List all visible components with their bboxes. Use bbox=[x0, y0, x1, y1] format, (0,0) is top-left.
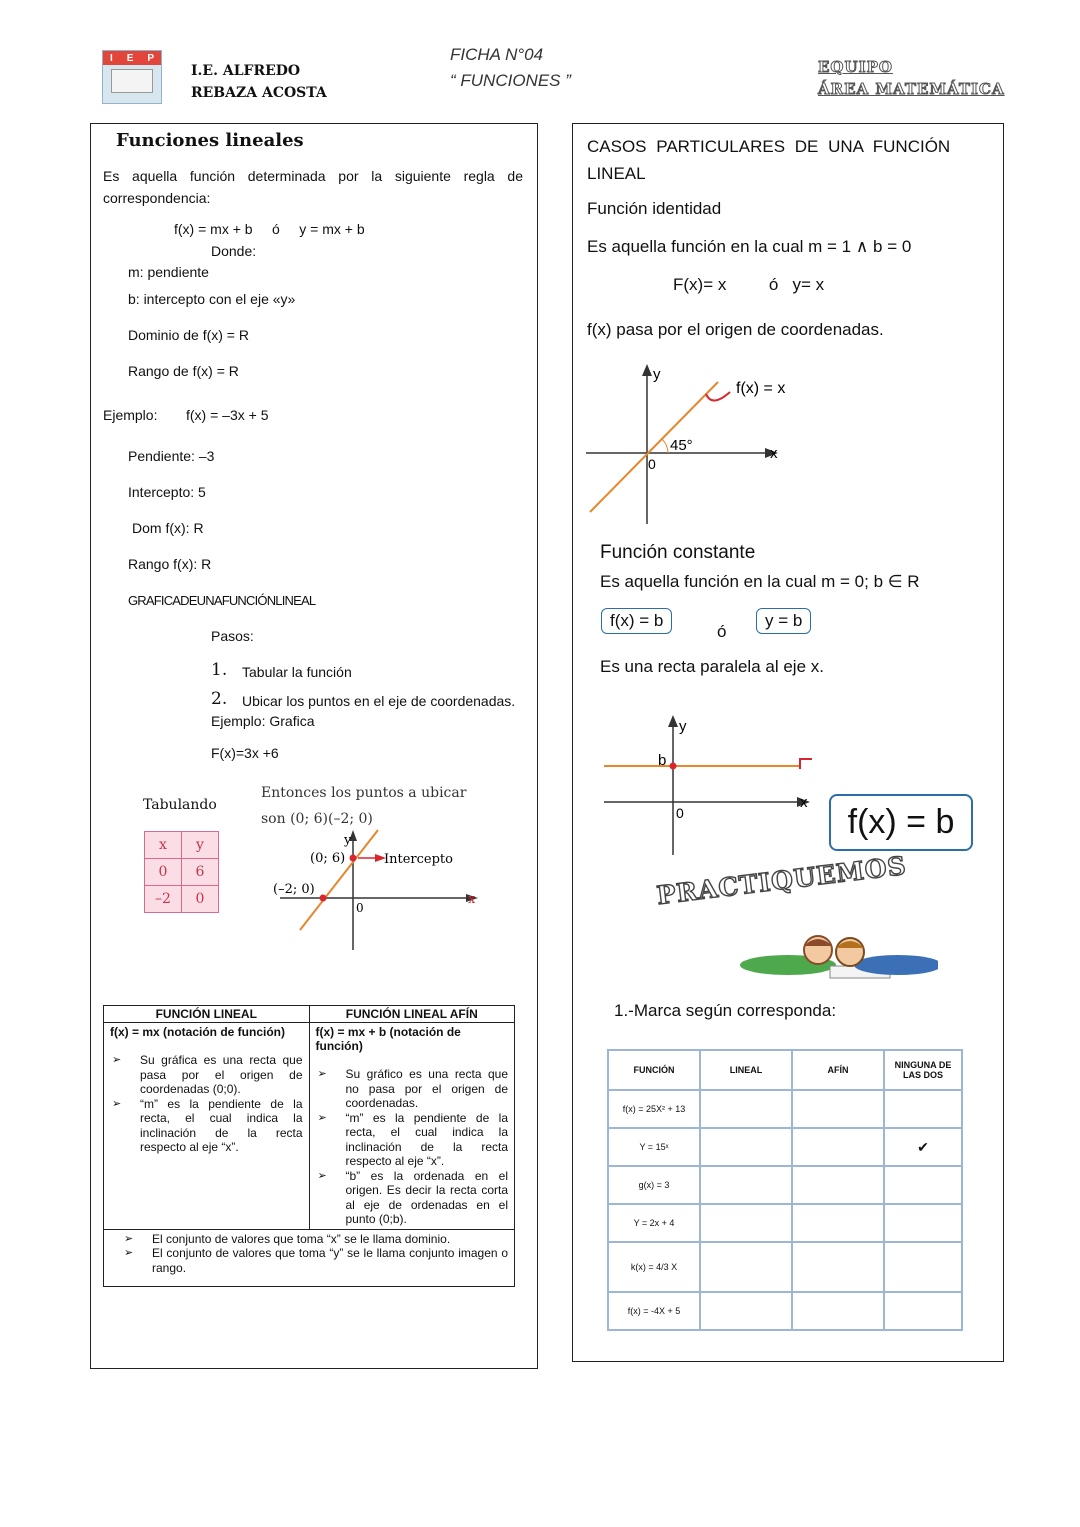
intro-text: Es aquella función determinada por la siguiente regla de correspondencia: bbox=[103, 168, 523, 206]
answer-cell[interactable] bbox=[700, 1166, 792, 1204]
dom-text: Dom f(x): R bbox=[132, 520, 204, 536]
ejemplo-function: f(x) = –3x + 5 bbox=[186, 407, 269, 423]
point-intercept bbox=[350, 855, 357, 862]
logo-letter: E bbox=[126, 52, 134, 64]
paralela-text: Es una recta paralela al eje x. bbox=[600, 657, 824, 676]
b-definition: b: intercepto con el eje «y» bbox=[128, 291, 296, 307]
identidad-rule: F(x)= x ó y= x bbox=[673, 275, 825, 294]
checkmark-cell[interactable]: ✔ bbox=[884, 1128, 962, 1166]
table-header: FUNCIÓN bbox=[608, 1050, 700, 1090]
paso-1-text: Tabular la función bbox=[242, 664, 352, 680]
x-label: x bbox=[468, 892, 476, 907]
list-item: ➢ “m” es la pendiente de la recta, el cual indica la inclinación de la recta respecto al eje “x”. bbox=[346, 1111, 509, 1169]
rango-f-text: Rango f(x): R bbox=[128, 556, 212, 572]
y-axis-arrow bbox=[642, 364, 652, 376]
comparison-footer bbox=[104, 1229, 515, 1286]
or-label: ó bbox=[717, 622, 727, 641]
paso-2-text: Ubicar los puntos en el eje de coordenadas. bbox=[242, 693, 516, 709]
answer-cell[interactable] bbox=[700, 1242, 792, 1292]
table-header: y bbox=[182, 832, 219, 859]
line-pointer bbox=[800, 759, 812, 769]
answer-cell[interactable] bbox=[700, 1128, 792, 1166]
ficha-title: FICHA N°04 “ FUNCIONES ” bbox=[450, 45, 571, 90]
table-header: FUNCIÓN LINEAL bbox=[104, 1006, 310, 1023]
puntos-text: Entonces los puntos a ubicar son (0; 6)(–2; 0) bbox=[261, 785, 467, 827]
table-header: LINEAL bbox=[700, 1050, 792, 1090]
table-header: AFÍN bbox=[792, 1050, 884, 1090]
function-cell: Y = 15ˣ bbox=[608, 1128, 700, 1166]
answer-cell[interactable] bbox=[884, 1204, 962, 1242]
grafica-title: GRAFICADEUNAFUNCIÓNLINEAL bbox=[128, 593, 316, 608]
formula-box: y = b bbox=[756, 608, 811, 634]
function-cell: Y = 2x + 4 bbox=[608, 1204, 700, 1242]
point-root bbox=[320, 895, 327, 902]
answer-cell[interactable] bbox=[884, 1166, 962, 1204]
logo-letter: P bbox=[147, 52, 154, 64]
label-pointer bbox=[706, 392, 730, 401]
answer-cell[interactable] bbox=[792, 1242, 884, 1292]
answer-cell[interactable] bbox=[700, 1090, 792, 1128]
table-row bbox=[608, 1128, 962, 1166]
tabulando-label: Tabulando bbox=[143, 797, 217, 813]
answer-cell[interactable] bbox=[884, 1242, 962, 1292]
answer-cell[interactable] bbox=[792, 1204, 884, 1242]
ejemplo-label: Ejemplo: bbox=[103, 407, 158, 423]
pendiente-text: Pendiente: –3 bbox=[128, 448, 215, 464]
comparison-cell: f(x) = mx + b (notación de función) ➢ Su gráfico es una recta que no pasa por el origen de coordenadas. ➢ “m” es la pendiente de la recta, el cual indica la inclinación de la recta respecto al eje “x”. ➢ “b” es la ordenada en el origen. Es decir la recta corta al eje de ordenadas en el punto (0;b). bbox=[309, 1023, 515, 1230]
answer-cell[interactable] bbox=[884, 1090, 962, 1128]
answer-cell[interactable] bbox=[792, 1292, 884, 1330]
function-line bbox=[300, 830, 378, 930]
angle-label: 45° bbox=[670, 437, 693, 454]
answer-cell[interactable] bbox=[700, 1292, 792, 1330]
angle-arc bbox=[662, 439, 668, 453]
origin-label: 0 bbox=[648, 456, 656, 472]
donde-label: Donde: bbox=[211, 243, 257, 259]
rule-formula: f(x) = mx + b ó y = mx + b bbox=[174, 221, 365, 237]
function-example: F(x)=3x +6 bbox=[211, 745, 279, 761]
answer-cell[interactable] bbox=[884, 1292, 962, 1330]
table-row bbox=[608, 1090, 962, 1128]
section-title: Funciones lineales bbox=[116, 130, 304, 151]
table-cell: 6 bbox=[182, 859, 219, 886]
identity-graph bbox=[582, 362, 812, 527]
point-label: (0; 6) bbox=[310, 851, 346, 866]
function-cell: f(x) = -4X + 5 bbox=[608, 1292, 700, 1330]
casos-title: CASOS PARTICULARES DE UNA FUNCIÓN LINEAL bbox=[587, 137, 951, 183]
table-cell: 0 bbox=[182, 886, 219, 913]
y-label: y bbox=[344, 833, 352, 848]
function-cell: g(x) = 3 bbox=[608, 1166, 700, 1204]
list-item: ➢ Su gráfico es una recta que no pasa por el origen de coordenadas. bbox=[346, 1067, 509, 1111]
dominio-text: Dominio de f(x) = R bbox=[128, 327, 249, 343]
m-definition: m: pendiente bbox=[128, 264, 209, 280]
identity-line bbox=[590, 382, 718, 512]
table-header: FUNCIÓN LINEAL AFÍN bbox=[309, 1006, 515, 1023]
table-cell: –2 bbox=[145, 886, 182, 913]
function-cell: f(x) = 25X² + 13 bbox=[608, 1090, 700, 1128]
formula-box: f(x) = b bbox=[601, 608, 672, 634]
b-label: b bbox=[658, 752, 667, 769]
list-item: ➢ El conjunto de valores que toma “x” se le llama dominio. bbox=[152, 1232, 508, 1247]
constante-title: Función constante bbox=[600, 542, 756, 563]
identidad-note: f(x) pasa por el origen de coordenadas. bbox=[587, 320, 884, 339]
school-logo bbox=[102, 50, 162, 104]
list-item: ➢ Su gráfica es una recta que pasa por el origen de coordenadas (0;0). bbox=[140, 1053, 303, 1097]
answer-cell[interactable] bbox=[792, 1166, 884, 1204]
value-table bbox=[144, 831, 219, 913]
child-body bbox=[854, 955, 938, 975]
function-cell: k(x) = 4/3 X bbox=[608, 1242, 700, 1292]
origin-label: 0 bbox=[676, 805, 684, 821]
y-axis-arrow bbox=[668, 715, 678, 727]
table-header: x bbox=[145, 832, 182, 859]
origin-label: 0 bbox=[356, 901, 364, 915]
y-label: y bbox=[653, 366, 661, 383]
table-row bbox=[608, 1292, 962, 1330]
answer-cell[interactable] bbox=[792, 1128, 884, 1166]
table-cell: 0 bbox=[145, 859, 182, 886]
b-point bbox=[670, 763, 677, 770]
intercept-label: Intercepto bbox=[384, 852, 453, 867]
y-label: y bbox=[679, 718, 687, 735]
pasos-label: Pasos: bbox=[211, 628, 254, 644]
kids-illustration bbox=[718, 930, 938, 985]
identidad-definition: Es aquella función en la cual m = 1 ∧ b = 0 bbox=[587, 237, 912, 256]
list-item: ➢ “m” es la pendiente de la recta, el cual indica la inclinación de la recta respecto al eje “x”. bbox=[140, 1097, 303, 1155]
point-label: (–2; 0) bbox=[273, 882, 315, 897]
constante-definition: Es aquella función en la cual m = 0; b ∈ R bbox=[600, 572, 920, 591]
team-title: EQUIPO ÁREA MATEMÁTICA bbox=[818, 58, 1005, 98]
intercepto-text: Intercepto: 5 bbox=[128, 484, 206, 500]
school-name: I.E. ALFREDO REBAZA ACOSTA bbox=[191, 63, 327, 101]
practiquemos-title: PRACTIQUEMOS bbox=[655, 850, 909, 911]
constant-formula-box: f(x) = b bbox=[829, 794, 973, 851]
function-label: f(x) = x bbox=[736, 380, 786, 397]
list-item: ➢ “b” es la ordenada en el origen. Es decir la recta corta al eje de ordenadas en el punto (0;b). bbox=[346, 1169, 509, 1227]
x-label: x bbox=[800, 794, 808, 811]
rango-text: Rango de f(x) = R bbox=[128, 363, 239, 379]
table-row bbox=[608, 1166, 962, 1204]
classification-table bbox=[607, 1049, 963, 1331]
table-row bbox=[608, 1242, 962, 1292]
comparison-table bbox=[103, 1005, 515, 1287]
list-item: ➢ El conjunto de valores que toma “y” se le llama conjunto imagen o rango. bbox=[152, 1246, 508, 1275]
paso-1-number: 1. bbox=[211, 660, 228, 680]
ejemplo-grafica: Ejemplo: Grafica bbox=[211, 713, 315, 729]
question-1: 1.-Marca según corresponda: bbox=[614, 1001, 837, 1020]
comparison-cell: f(x) = mx (notación de función) ➢ Su gráfica es una recta que pasa por el origen de coordenadas (0;0). ➢ “m” es la pendiente de la recta, el cual indica la inclinación de la recta respecto al eje “x”. bbox=[104, 1023, 310, 1230]
answer-cell[interactable] bbox=[792, 1090, 884, 1128]
answer-cell[interactable] bbox=[700, 1204, 792, 1242]
x-label: x bbox=[770, 445, 778, 462]
identidad-title: Función identidad bbox=[587, 199, 722, 218]
logo-letter: I bbox=[109, 52, 113, 64]
table-header: NINGUNA DE LAS DOS bbox=[884, 1050, 962, 1090]
paso-2-number: 2. bbox=[211, 689, 228, 709]
table-row bbox=[608, 1204, 962, 1242]
constant-graph bbox=[600, 713, 820, 858]
linear-graph bbox=[270, 828, 490, 956]
